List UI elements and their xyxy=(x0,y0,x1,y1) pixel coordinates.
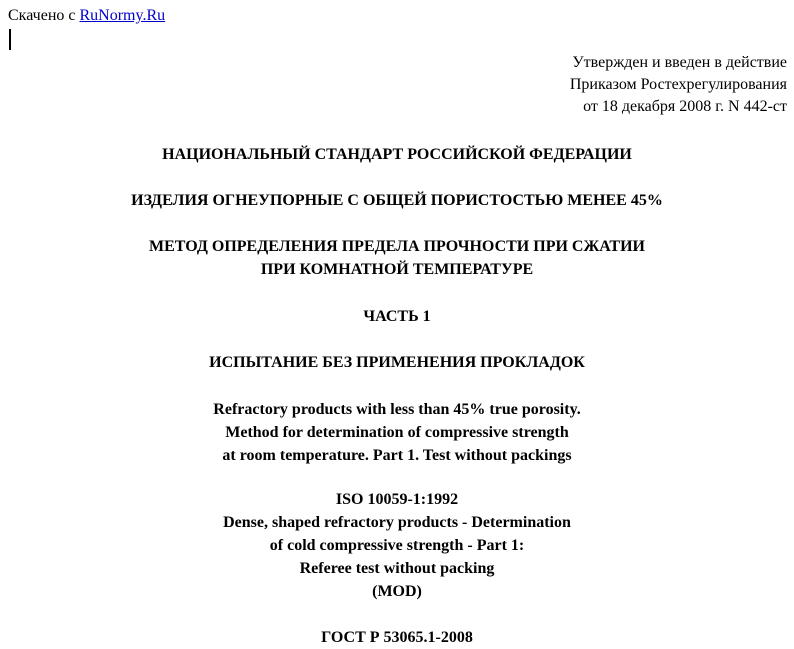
iso-title-line: Referee test without packing xyxy=(299,560,495,577)
products-text: ИЗДЕЛИЯ ОГНЕУПОРНЫЕ С ОБЩЕЙ ПОРИСТОСТЬЮ МЕНЕЕ 45% xyxy=(131,192,663,209)
method-line: ПРИ КОМНАТНОЙ ТЕМПЕРАТУРЕ xyxy=(260,261,534,278)
runormy-link[interactable]: RuNormy.Ru xyxy=(79,7,166,24)
method-heading xyxy=(0,235,794,281)
approval-line: Утвержден и введен в действие xyxy=(572,54,787,71)
iso-number: ISO 10059-1:1992 xyxy=(335,491,459,508)
text-cursor xyxy=(9,29,11,50)
part-heading xyxy=(0,305,794,328)
english-title-line: Refractory products with less than 45% true porosity. xyxy=(213,401,581,418)
standard-type-text: НАЦИОНАЛЬНЫЙ СТАНДАРТ РОССИЙСКОЙ ФЕДЕРАЦИИ xyxy=(162,146,632,163)
iso-title-line: Dense, shaped refractory products - Determination xyxy=(223,514,571,531)
method-line: МЕТОД ОПРЕДЕЛЕНИЯ ПРЕДЕЛА ПРОЧНОСТИ ПРИ СЖАТИИ xyxy=(149,238,645,255)
iso-modification: (MOD) xyxy=(372,583,422,600)
approval-block xyxy=(427,52,787,118)
gost-number: ГОСТ Р 53065.1-2008 xyxy=(321,629,473,646)
source-prefix: Скачено с xyxy=(8,7,80,24)
approval-line: Приказом Ростехрегулирования xyxy=(569,76,787,93)
approval-line: от 18 декабря 2008 г. N 442-ст xyxy=(583,98,787,115)
standard-type-heading xyxy=(0,143,794,166)
source-note xyxy=(8,6,165,26)
part-title-text: ИСПЫТАНИЕ БЕЗ ПРИМЕНЕНИЯ ПРОКЛАДОК xyxy=(209,354,585,371)
part-text: ЧАСТЬ 1 xyxy=(363,308,431,325)
english-title-line: Method for determination of compressive strength xyxy=(225,424,569,441)
iso-title-line: of cold compressive strength - Part 1: xyxy=(269,537,525,554)
products-heading xyxy=(0,189,794,212)
english-title xyxy=(0,398,794,467)
part-title-heading xyxy=(0,351,794,374)
iso-reference xyxy=(0,488,794,603)
english-title-line: at room temperature. Part 1. Test without packings xyxy=(222,447,572,464)
